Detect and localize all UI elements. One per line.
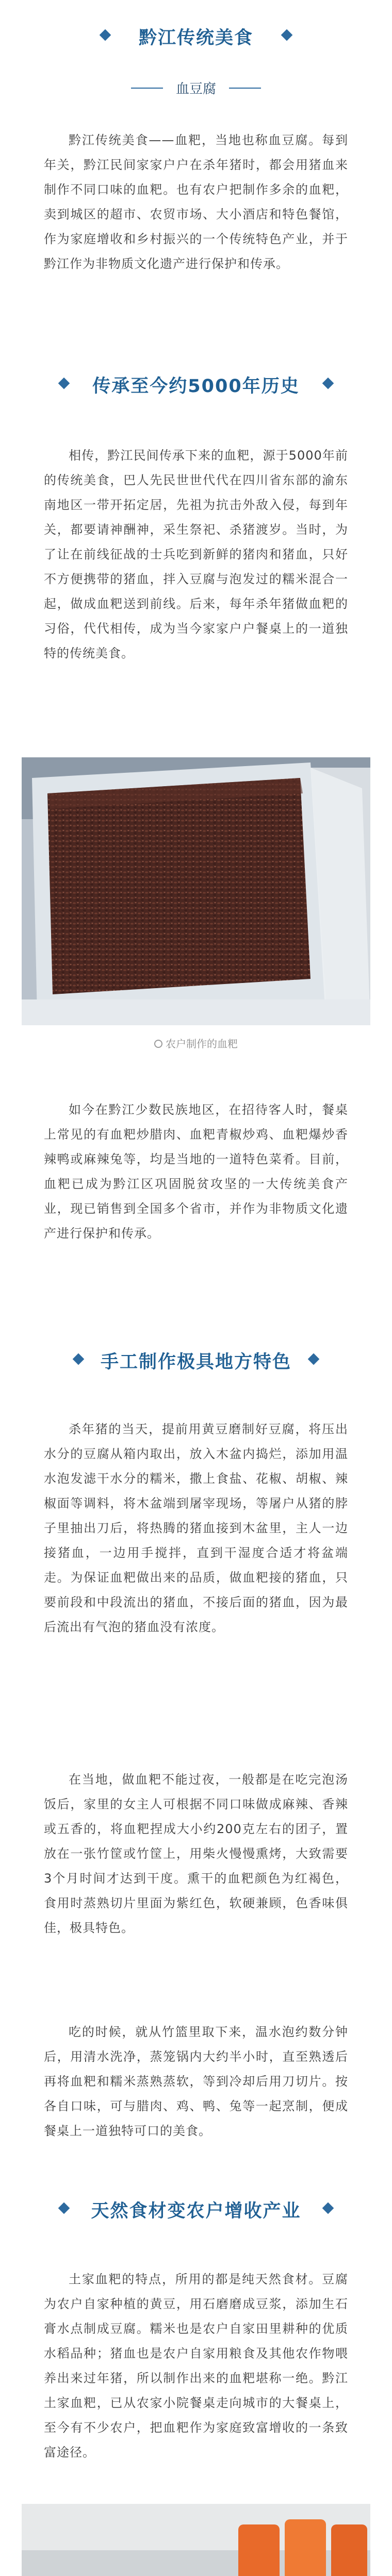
photo-caption: 农户制作的血粑 <box>0 1036 392 1050</box>
handmade-paragraph-2: 在当地，做血粑不能过夜，一般都是在吃完泡汤饭后，家里的女主人可根据不同口味做成麻辣、香辣或五香的，将血粑捏成大小约200克左右的团子，置放在一张竹筐或竹筐上，用柴火慢慢熏烤，大致需要3个月时间才达到干度。熏干的血粑颜色为红褐色，食用时蒸熟切片里面为紫红色，软硬兼顾，色香味俱佳，极具特色。 <box>44 1772 348 1935</box>
section-heading-history <box>0 370 392 401</box>
today-paragraph: 如今在黔江少数民族地区，在招待客人时，餐桌上常见的有血粑炒腊肉、血粑青椒炒鸡、血粑爆炒香辣鸭或麻辣兔等，均是当地的一道特色菜肴。目前，血粑已成为黔江区巩固脱贫攻坚的一大传统美食产业，现已销售到全国多个省市，并作为非物质文化遗产进行保护和传承。 <box>44 1103 348 1241</box>
blood-tofu-image <box>22 757 370 1025</box>
supermarket-shelf-image <box>22 2504 370 2576</box>
photo-supermarket-shelf <box>22 2504 370 2576</box>
page-title: 黔江传统美食 <box>138 28 253 48</box>
photo-blood-tofu <box>22 757 370 1025</box>
section-title: 传承至今约5000年历史 <box>92 376 300 397</box>
handmade-paragraph-3: 吃的时候，就从竹篮里取下来，温水泡约数分钟后，用清水洗净，蒸笼锅内大约半小时，直至熟透后再将血粑和糯米蒸熟蒸软，等到冷却后用刀切片。按各自口味，可与腊肉、鸡、鸭、兔等一起烹制，便成餐桌上一道独特可口的美食。 <box>44 2025 348 2138</box>
page-subtitle: 血豆腐 <box>175 81 216 97</box>
subtitle-line-right <box>229 88 261 89</box>
header-title-row <box>0 22 392 53</box>
section-title: 天然食材变农户增收产业 <box>91 2201 301 2222</box>
section-heading-handmade <box>0 1346 392 1377</box>
handmade-paragraph-1: 杀年猪的当天，提前用黄豆磨制好豆腐，将压出水分的豆腐从箱内取出，放入木盆内捣烂，添加用温水泡发滤干水分的糯米，撒上食盐、花椒、胡椒、辣椒面等调料，将木盆端到屠宰现场，等屠户从猪的脖子里抽出刀后，将热腾的猪血接到木盆里，主人一边接猪血，一边用手搅拌，直到干湿度合适才将盆端走。为保证血粑做出来的品质，做血粑接的猪血，只要前段和中段流出的猪血，不接后面的猪血，因为最后流出有气泡的猪血没有浓度。 <box>44 1422 348 1634</box>
location-pin-icon <box>154 1040 162 1048</box>
section-title: 手工制作极具地方特色 <box>100 1352 291 1372</box>
chili-cake-packs <box>238 2519 367 2576</box>
section-heading-income <box>0 2195 392 2226</box>
income-paragraph: 土家血粑的特点，所用的都是纯天然食材。豆腐为农户自家种植的黄豆，用石磨磨成豆浆，添加生石膏水点制成豆腐。糯米也是农户自家田里耕种的优质水稻品种；猪血也是农户自家用粮食及其他农作物喂养出来过年猪，所以制作出来的血粑堪称一绝。黔江土家血粑，已从农家小院餐桌走向城市的大餐桌上，至今有不少农户，把血粑作为家庭致富增收的一条致富途径。 <box>44 2272 348 2460</box>
subtitle-row <box>0 77 392 98</box>
history-paragraph: 相传，黔江民间传承下来的血粑，源于5000年前的传统美食，巴人先民世世代代在四川省东部的渝东南地区一带开拓定居，先祖为抗击外敌入侵，每到年关，都要请神酬神，采生祭祀、杀猪渡岁。当时，为了让在前线征战的士兵吃到新鲜的猪肉和猪血，只好不方便携带的猪血，拌入豆腐与泡发过的糯米混合一起，做成血粑送到前线。后来，每年杀年猪做血粑的习俗，代代相传，成为当今家家户户餐桌上的一道独特的传统美食。 <box>44 448 348 660</box>
intro-paragraph: 黔江传统美食——血粑，当地也称血豆腐。每到年关，黔江民间家家户户在杀年猪时，都会用猪血来制作不同口味的血粑。也有农户把制作多余的血粑，卖到城区的超市、农贸市场、大小酒店和特色餐馆，作为家庭增收和乡村振兴的一个传统特色产业，并于黔江作为非物质文化遗产进行保护和传承。 <box>44 133 348 271</box>
